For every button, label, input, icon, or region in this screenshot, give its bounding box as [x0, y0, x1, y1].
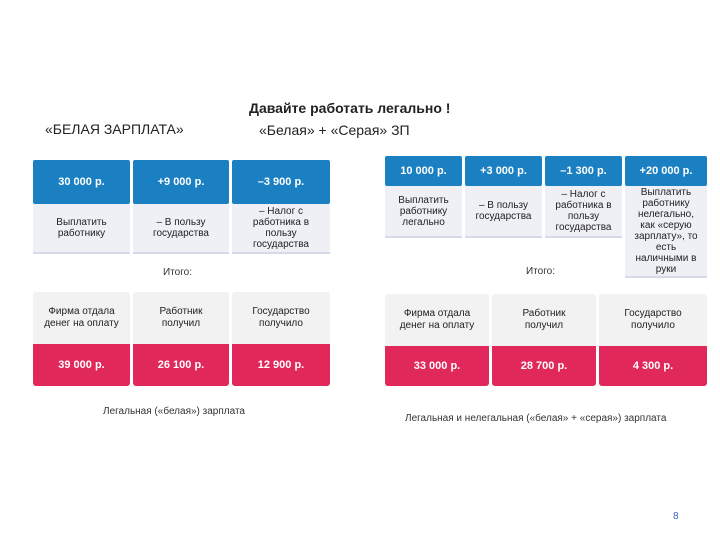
left-section-title: «БЕЛАЯ ЗАРПЛАТА» [45, 121, 184, 137]
left-bottom-label-1: Фирма отдала денег на оплату [33, 292, 130, 344]
left-top-value-2: +9 000 р. [133, 160, 229, 204]
left-top-desc-2: – В пользу государства [133, 204, 229, 254]
slide-subtitle: «Белая» + «Серая» ЗП [259, 122, 410, 138]
slide-title: Давайте работать легально ! [249, 100, 451, 116]
left-top-desc-3: – Налог с работника в пользу государства [232, 204, 330, 254]
left-bottom-value-3: 12 900 р. [232, 344, 330, 386]
page-number: 8 [673, 511, 679, 522]
left-top-value-3: –3 900 р. [232, 160, 330, 204]
right-bottom-label-1: Фирма отдала денег на оплату [385, 294, 489, 346]
left-diagram [33, 160, 330, 422]
right-total-label: Итого: [526, 266, 555, 277]
right-bottom-value-3: 4 300 р. [599, 346, 707, 386]
left-total-label: Итого: [163, 267, 192, 278]
right-top-desc-1: Выплатить работнику легально [385, 186, 462, 238]
right-top-value-3: –1 300 р. [545, 156, 622, 186]
left-bottom-value-2: 26 100 р. [133, 344, 229, 386]
left-caption: Легальная («белая») зарплата [103, 406, 245, 417]
right-top-desc-4: Выплатить работнику нелегально, как «серую зарплату», то есть наличными в руки [625, 186, 707, 278]
right-top-value-1: 10 000 р. [385, 156, 462, 186]
right-top-value-2: +3 000 р. [465, 156, 542, 186]
right-bottom-value-1: 33 000 р. [385, 346, 489, 386]
right-caption: Легальная и нелегальная («белая» + «серая») зарплата [405, 413, 667, 424]
right-bottom-label-3: Государство получило [599, 294, 707, 346]
right-bottom-value-2: 28 700 р. [492, 346, 596, 386]
right-top-desc-2: – В пользу государства [465, 186, 542, 238]
right-bottom-label-2: Работник получил [492, 294, 596, 346]
right-top-value-4: +20 000 р. [625, 156, 707, 186]
left-bottom-value-1: 39 000 р. [33, 344, 130, 386]
left-bottom-label-3: Государство получило [232, 292, 330, 344]
left-top-desc-1: Выплатить работнику [33, 204, 130, 254]
right-diagram [385, 156, 707, 436]
left-bottom-label-2: Работник получил [133, 292, 229, 344]
right-top-desc-3: – Налог с работника в пользу государства [545, 186, 622, 238]
left-top-value-1: 30 000 р. [33, 160, 130, 204]
